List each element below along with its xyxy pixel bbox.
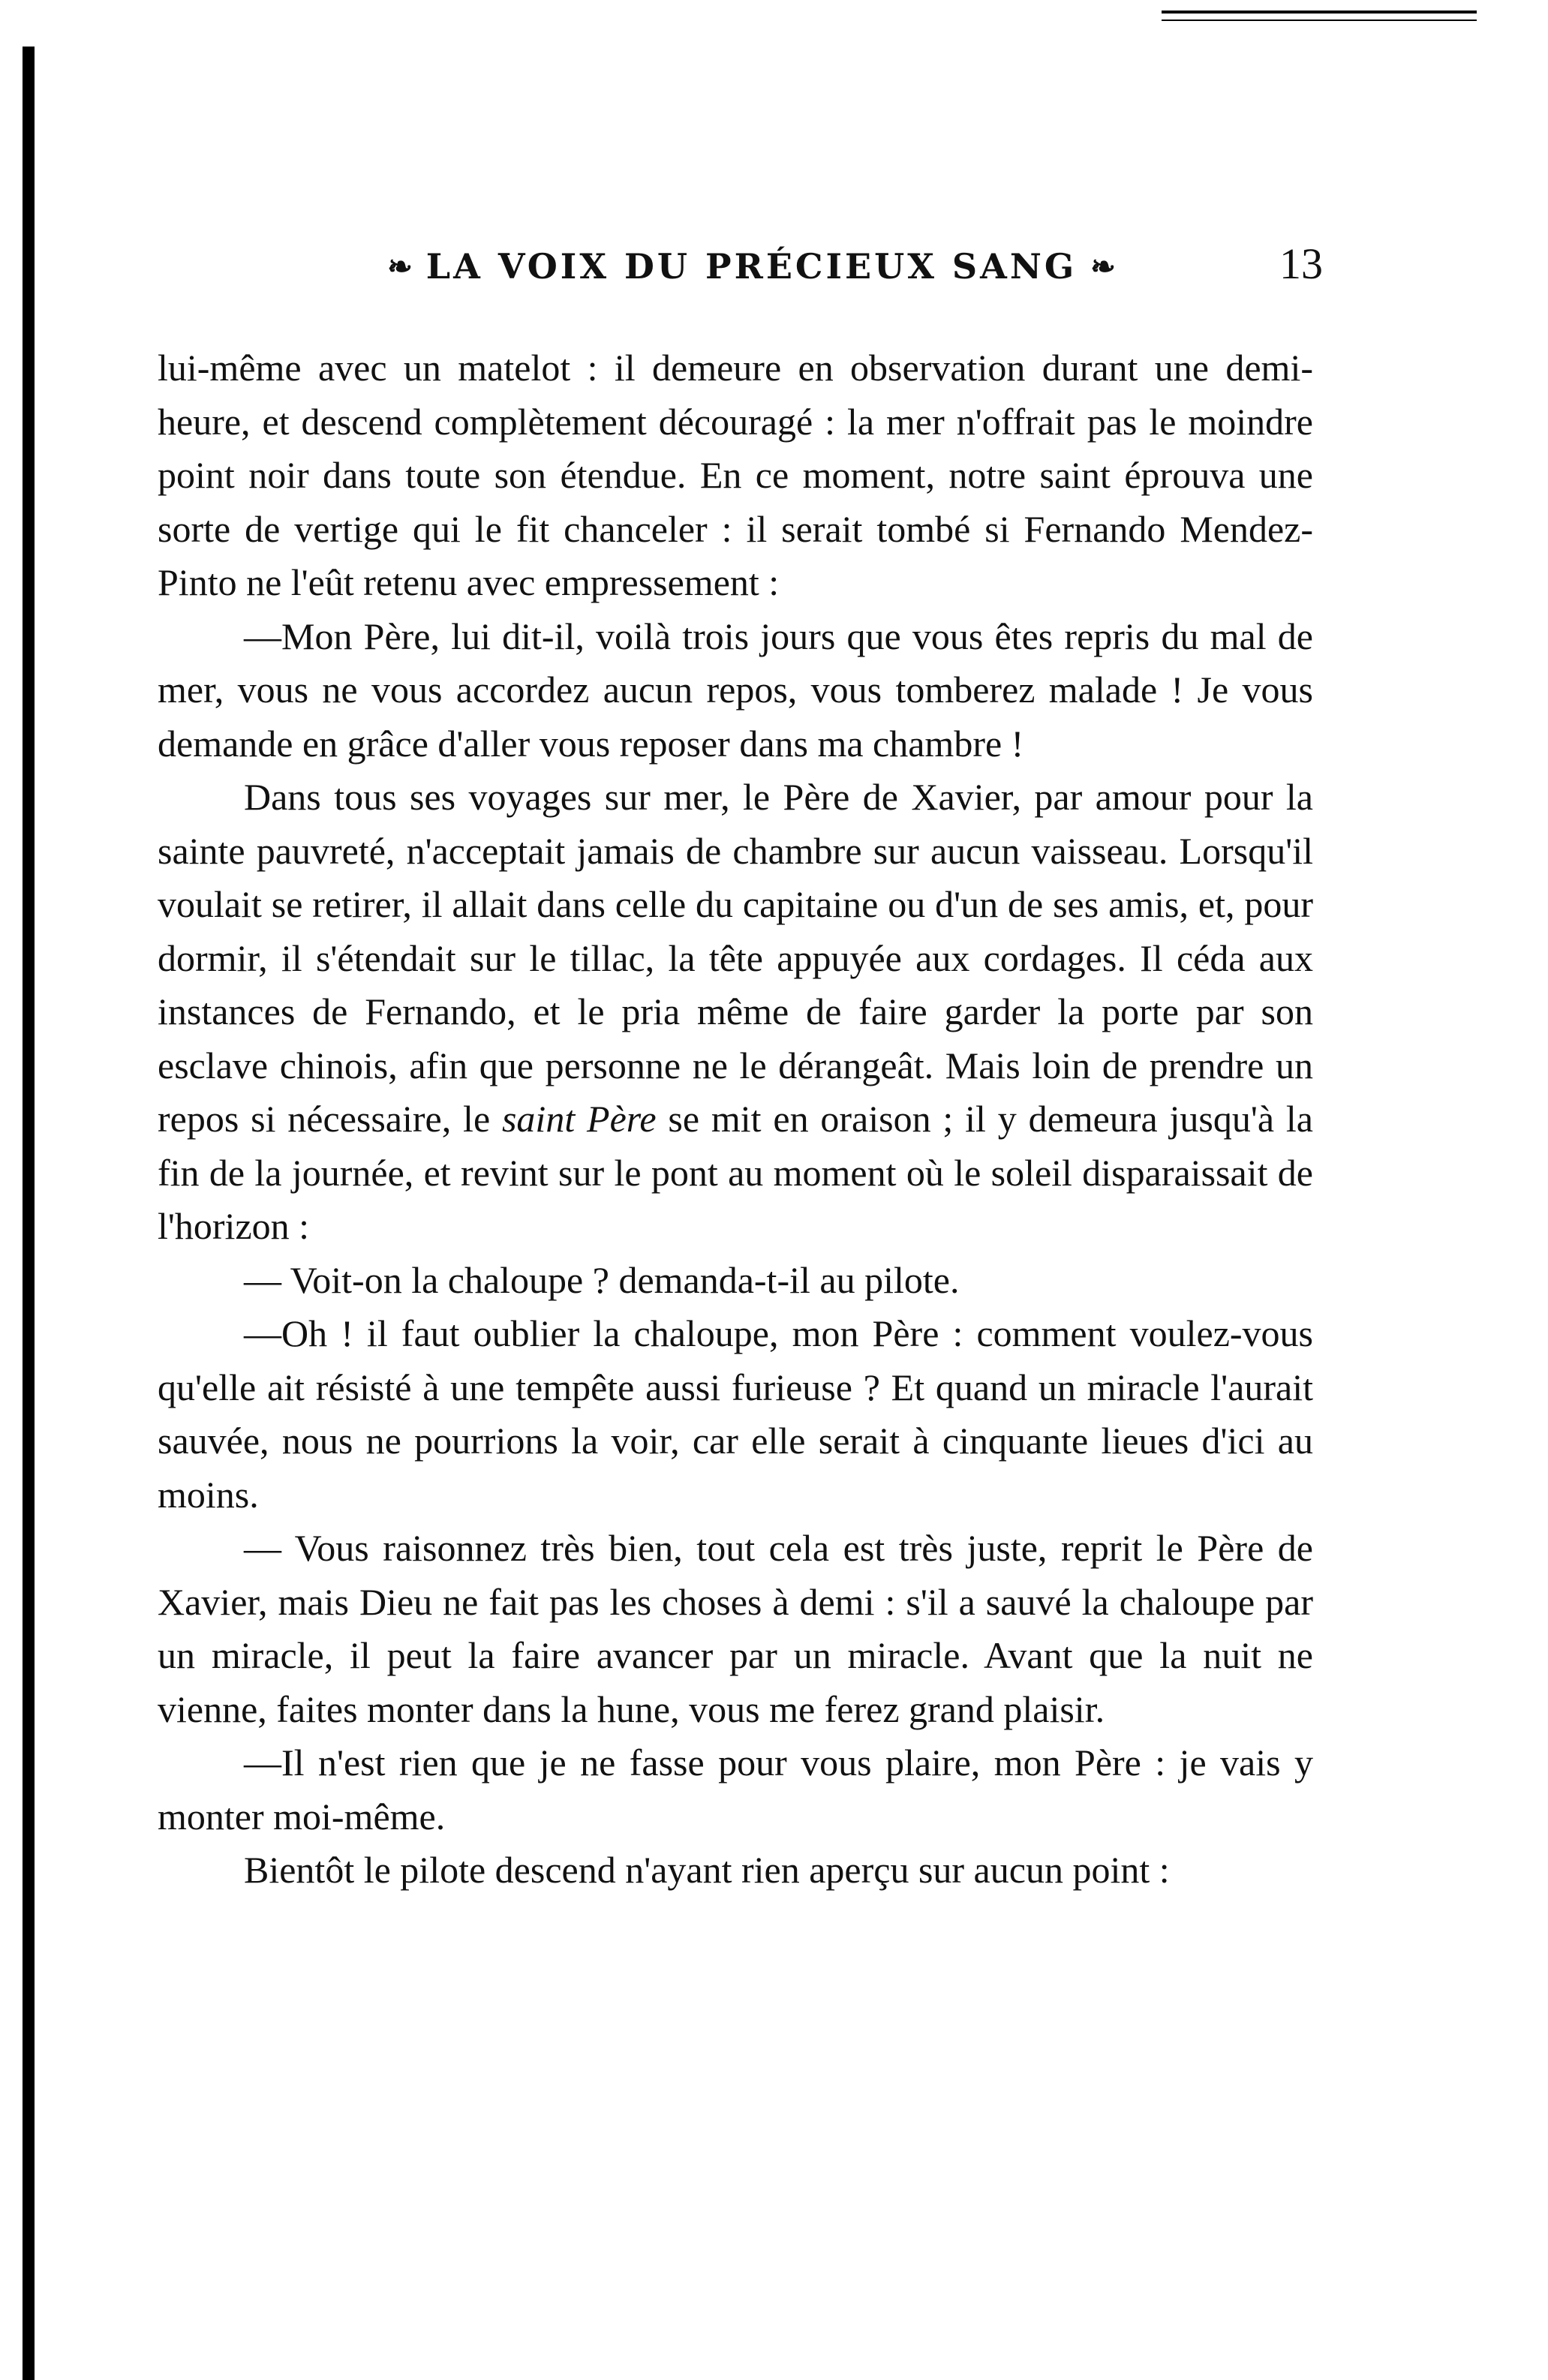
paragraph-text: —Oh ! il faut oublier la chaloupe, mon Père : comment voulez-vous qu'elle ait résisté à une tempête aussi furieuse ? Et quand un miracle l'aurait sauvée, nous ne pourrions la voir, car elle serait à cinquante lieues d'ici au moins. bbox=[158, 1312, 1313, 1516]
paragraph-text: —Mon Père, lui dit-il, voilà trois jours que vous êtes repris du mal de mer, vous ne vous accordez aucun repos, vous tomberez malade ! Je vous demande en grâce d'aller vous reposer dans ma chambre ! bbox=[158, 615, 1313, 765]
paragraph-text: Dans tous ses voyages sur mer, le Père de Xavier, par amour pour la sainte pauvreté, n'acceptait jamais de chambre sur aucun vaisseau. Lorsqu'il voulait se retirer, il allait dans celle du capitaine ou d'un de ses amis, et, pour dormir, il s'étendait sur le tillac, la tête appuyée aux cordages. Il céda aux instances de Fernando, et le pria même de faire garder la porte par son esclave chinois, afin que personne ne le dérangeât. Mais loin de prendre un repos si nécessaire, le bbox=[158, 776, 1313, 1140]
paragraph-text: —Il n'est rien que je ne fasse pour vous plaire, mon Père : je vais y monter moi-même. bbox=[158, 1741, 1313, 1838]
paragraph-text: lui-même avec un matelot : il demeure en observation durant une demi-heure, et descend complètement découragé : la mer n'offrait pas le moindre point noir dans toute son étendue. En ce moment, notre saint éprouva une sorte de vertige qui le fit chanceler : il serait tombé si Fernando Mendez-Pinto ne l'eût retenu avec empressement : bbox=[158, 347, 1313, 603]
ornament-right-icon: ❧ bbox=[1090, 248, 1116, 284]
paragraph-text-tail: se mit en oraison ; il y demeura jusqu'à la fin de la journée, et revint sur le pont au moment où le soleil disparaissait de l'horizon : bbox=[158, 1098, 1313, 1247]
paragraph-6 bbox=[158, 1522, 1313, 1736]
page-number: 13 bbox=[1279, 239, 1323, 288]
top-rule-thin bbox=[1162, 20, 1477, 21]
paragraph-text: — Voit-on la chaloupe ? demanda-t-il au pilote. bbox=[244, 1258, 960, 1301]
italic-phrase: saint Père bbox=[501, 1098, 657, 1140]
page-left-edge bbox=[23, 47, 35, 2380]
paragraph-4 bbox=[158, 1254, 1313, 1308]
paragraph-2 bbox=[158, 610, 1313, 771]
top-rule bbox=[1162, 11, 1477, 14]
paragraph-1 bbox=[158, 341, 1313, 610]
paragraph-3 bbox=[158, 771, 1313, 1254]
paragraph-8 bbox=[158, 1844, 1313, 1898]
header-title: LA VOIX DU PRÉCIEUX SANG bbox=[425, 246, 1078, 287]
paragraph-text: — Vous raisonnez très bien, tout cela est très juste, reprit le Père de Xavier, mais Dieu ne fait pas les choses à demi : s'il a sauvé la chaloupe par un miracle, il peut la faire avancer par un miracle. Avant que la nuit ne vienne, faites monter dans la hune, vous me ferez grand plaisir. bbox=[158, 1527, 1313, 1730]
running-header bbox=[180, 240, 1323, 293]
ornament-left-icon: ❧ bbox=[387, 248, 413, 284]
paragraph-7 bbox=[158, 1736, 1313, 1844]
paragraph-text: Bientôt le pilote descend n'ayant rien aperçu sur aucun point : bbox=[244, 1849, 1170, 1891]
paragraph-5 bbox=[158, 1307, 1313, 1522]
body-text bbox=[158, 341, 1313, 1898]
